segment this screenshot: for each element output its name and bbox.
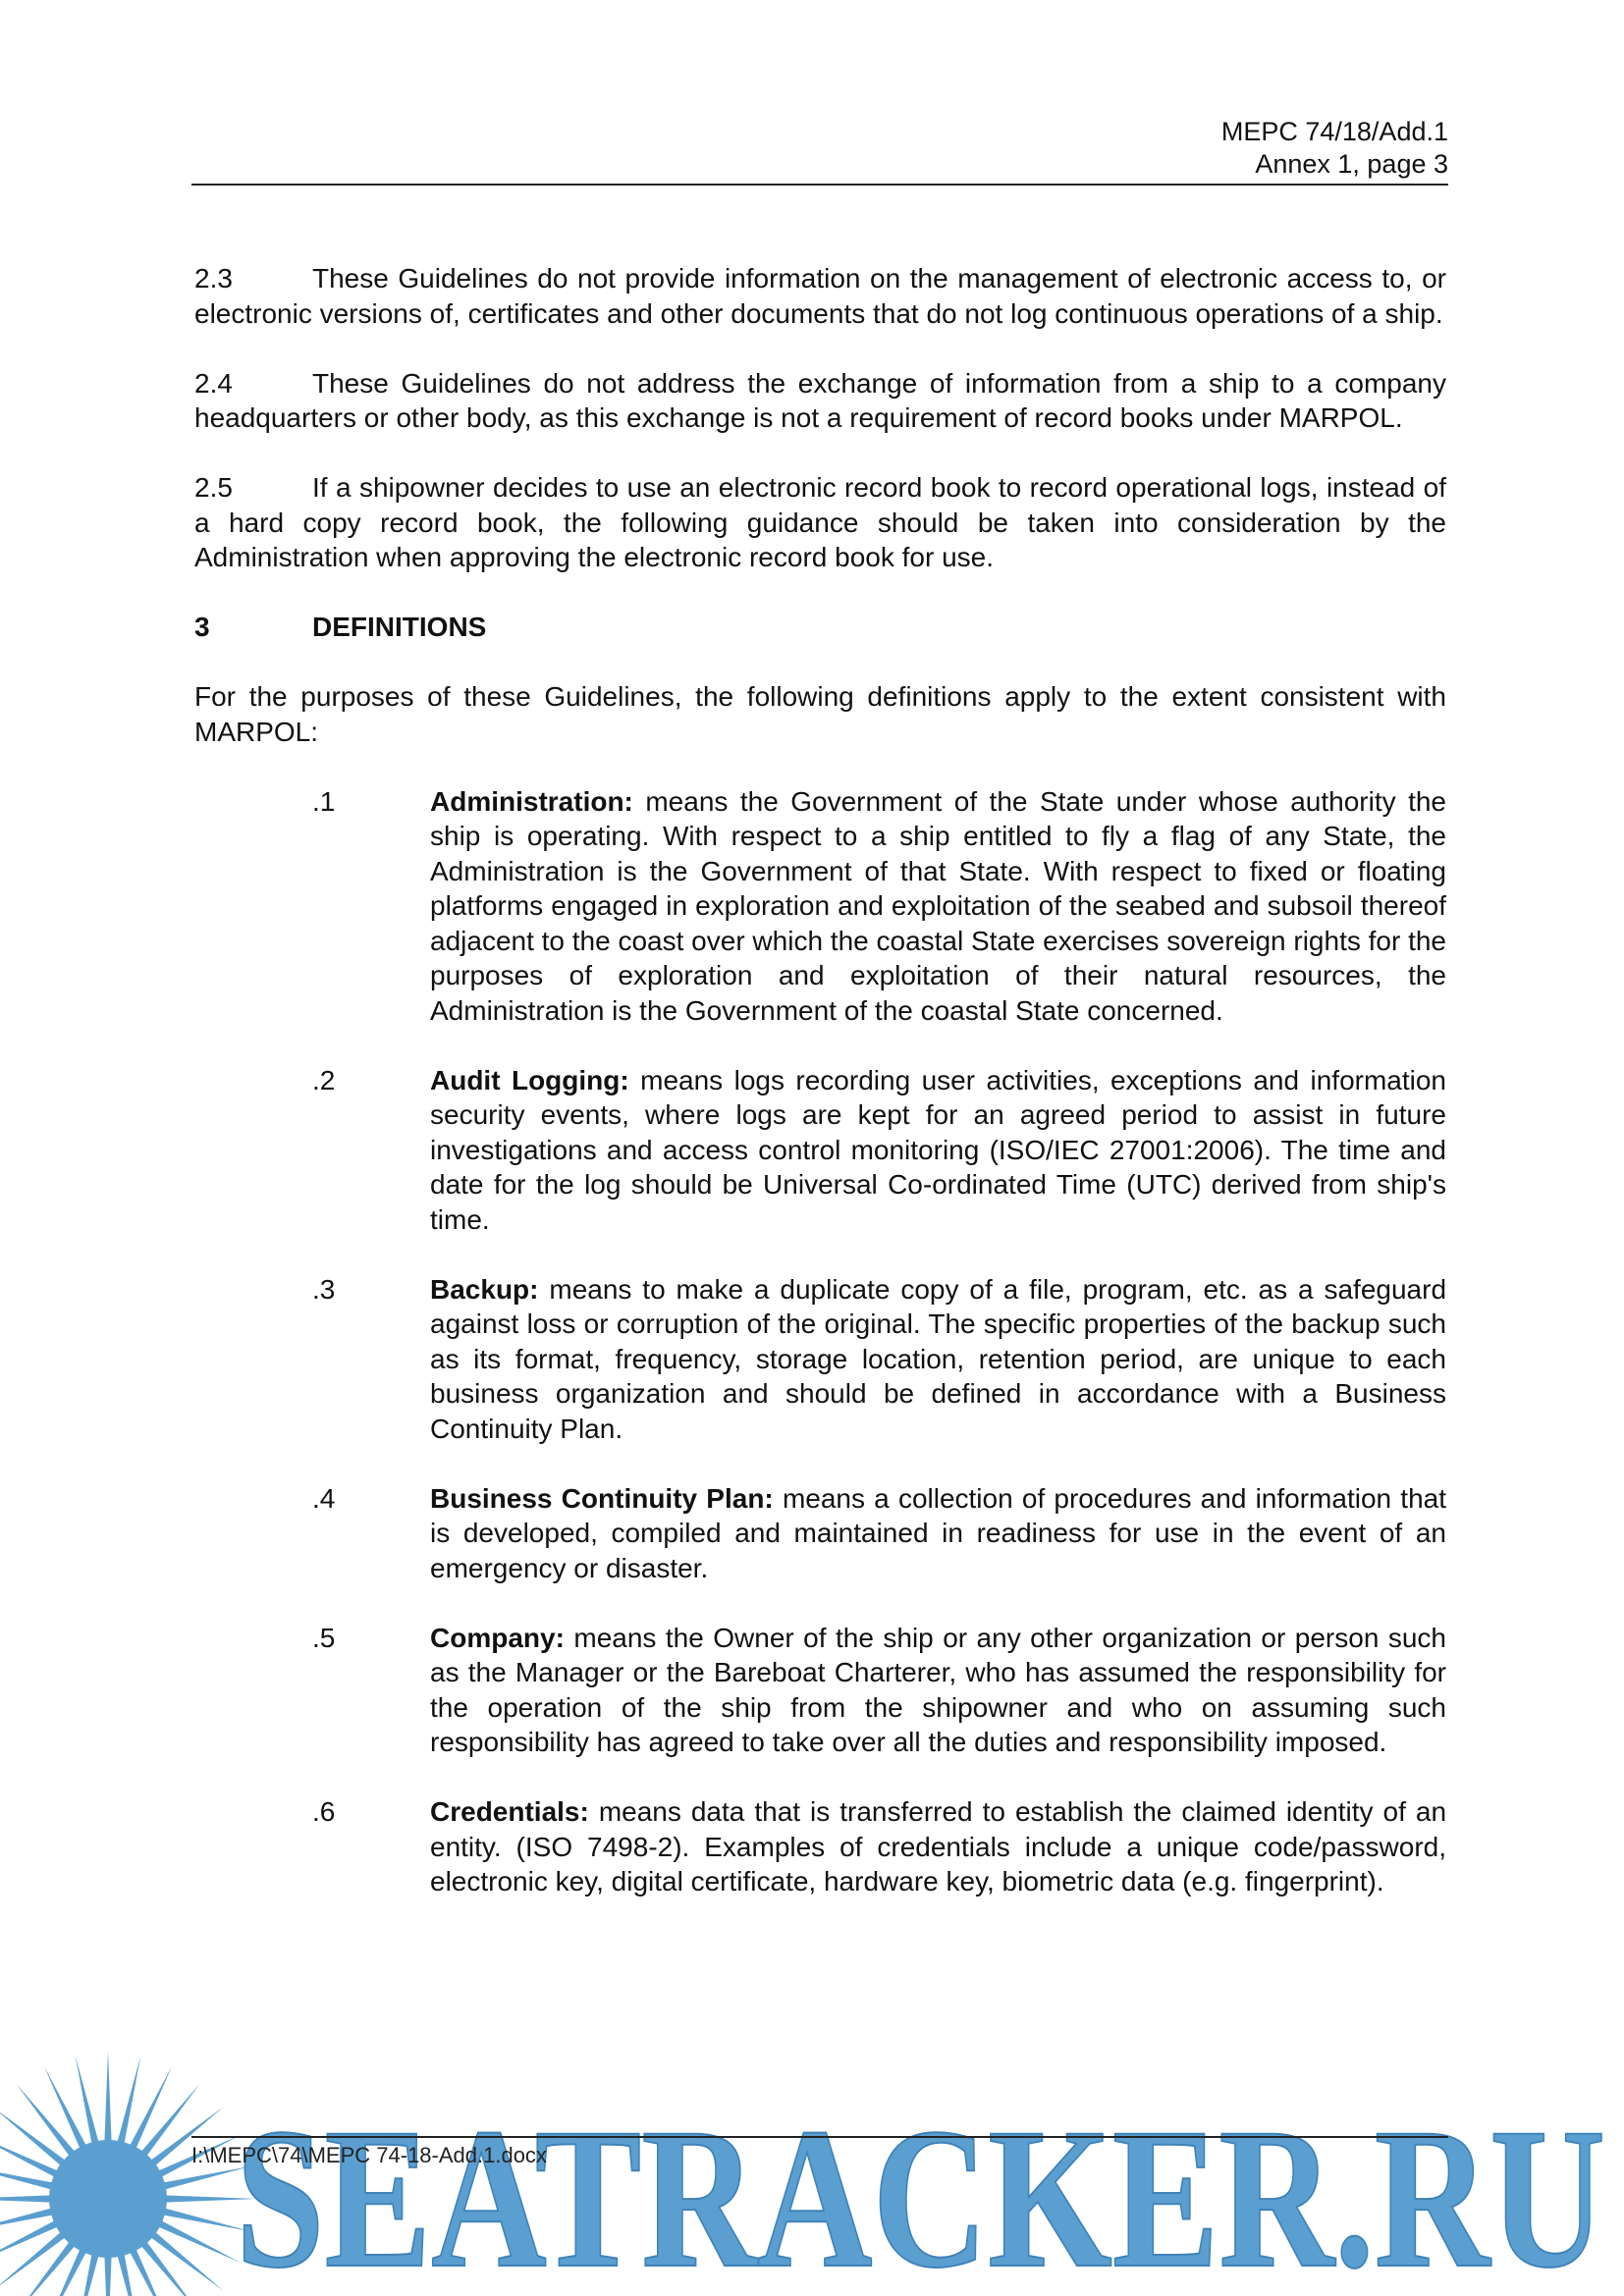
definition-audit-logging xyxy=(194,1063,1446,1238)
page-reference: Annex 1, page 3 xyxy=(1255,149,1448,179)
definition-text: means the Owner of the ship or any other organization or person such as the Manager or the Bareboat Charterer, who has assumed the responsibility for the operation of the ship from the shipowner and who on assuming such responsibility has agreed to take over all the duties and responsibility imposed. xyxy=(430,1622,1447,1757)
sunburst-disc xyxy=(49,2140,167,2258)
definition-number: .5 xyxy=(312,1622,336,1653)
section-number: 3 xyxy=(194,612,210,642)
definition-credentials xyxy=(194,1794,1446,1899)
sunburst-logo-icon xyxy=(0,2052,255,2296)
definition-term: Business Continuity Plan: xyxy=(430,1482,774,1514)
page-header xyxy=(191,116,1448,186)
document-reference: MEPC 74/18/Add.1 xyxy=(1220,117,1448,146)
paragraph-text: These Guidelines do not provide information on the management of electronic access to, or electronic versions of, certificates and other documents that do not log continuous operations of a ship. xyxy=(194,263,1446,329)
definition-text: means data that is transferred to establish the claimed identity of an entity. (ISO 7498-2). Examples of credentials include a unique code/password, electronic key, digital certificate, hardware key, biometric data (e.g. fingerprint). xyxy=(430,1796,1447,1896)
section-heading xyxy=(194,610,1446,645)
file-path: I:\MEPC\74\MEPC 74-18-Add.1.docx xyxy=(191,2143,547,2167)
document-body xyxy=(194,261,1446,1934)
definition-backup xyxy=(194,1272,1446,1447)
definition-term: Credentials: xyxy=(430,1796,589,1827)
paragraph-number: 2.4 xyxy=(194,367,233,399)
definitions-intro: For the purposes of these Guidelines, the following definitions apply to the extent consistent with MARPOL: xyxy=(194,681,1446,747)
paragraph-2-3 xyxy=(194,261,1446,331)
paragraph-number: 2.3 xyxy=(194,263,233,294)
paragraph-2-5 xyxy=(194,470,1446,575)
definition-business-continuity-plan xyxy=(194,1481,1446,1586)
definition-number: .4 xyxy=(312,1482,336,1514)
definition-term: Administration: xyxy=(430,785,633,817)
definition-text: means a collection of procedures and information that is developed, compiled and maintained in readiness for use in the event of an emergency or disaster. xyxy=(430,1482,1446,1583)
definition-number: .6 xyxy=(312,1796,336,1827)
paragraph-number: 2.5 xyxy=(194,472,233,503)
definition-number: .1 xyxy=(312,785,336,817)
page-footer xyxy=(191,2136,1448,2169)
paragraph-text: These Guidelines do not address the exchange of information from a ship to a company headquarters or other body, as this exchange is not a requirement of record books under MARPOL. xyxy=(194,367,1446,433)
definition-term: Audit Logging: xyxy=(430,1064,629,1095)
section-title: DEFINITIONS xyxy=(312,612,487,642)
paragraph-2-4 xyxy=(194,366,1446,436)
definition-number: .2 xyxy=(312,1064,336,1095)
definition-administration xyxy=(194,784,1446,1029)
definition-term: Backup: xyxy=(430,1273,539,1305)
definition-company xyxy=(194,1621,1446,1760)
watermark-text: SEATRACKER.RU xyxy=(236,2087,1605,2296)
seatracker-watermark xyxy=(0,2052,1624,2296)
definition-text: means to make a duplicate copy of a file, program, etc. as a safeguard against loss or corruption of the original. The specific properties of the backup such as its format, frequency, storage location, retention period, are unique to each business organization and should be defined in accordance with a Business Continuity Plan. xyxy=(430,1273,1447,1444)
paragraph-text: If a shipowner decides to use an electronic record book to record operational logs, instead of a hard copy record book, the following guidance should be taken into consideration by the Administration when approving the electronic record book for use. xyxy=(194,472,1446,572)
definition-text: means logs recording user activities, exceptions and information security events, where logs are kept for an agreed period to assist in future investigations and access control monitoring (ISO/IEC 27001:2006). The time and date for the log should be Universal Co-ordinated Time (UTC) derived from ship's time. xyxy=(430,1064,1447,1235)
definition-number: .3 xyxy=(312,1273,336,1305)
definition-term: Company: xyxy=(430,1622,565,1653)
definition-text: means the Government of the State under whose authority the ship is operating. With respect to a ship entitled to fly a flag of any State, the Administration is the Government of that State. With respect to fixed or floating platforms engaged in exploration and exploitation of the seabed and subsoil thereof adjacent to the coast over which the coastal State exercises sovereign rights for the purposes of exploration and exploitation of their natural resources, the Administration is the Government of the coastal State concerned. xyxy=(430,785,1447,1026)
